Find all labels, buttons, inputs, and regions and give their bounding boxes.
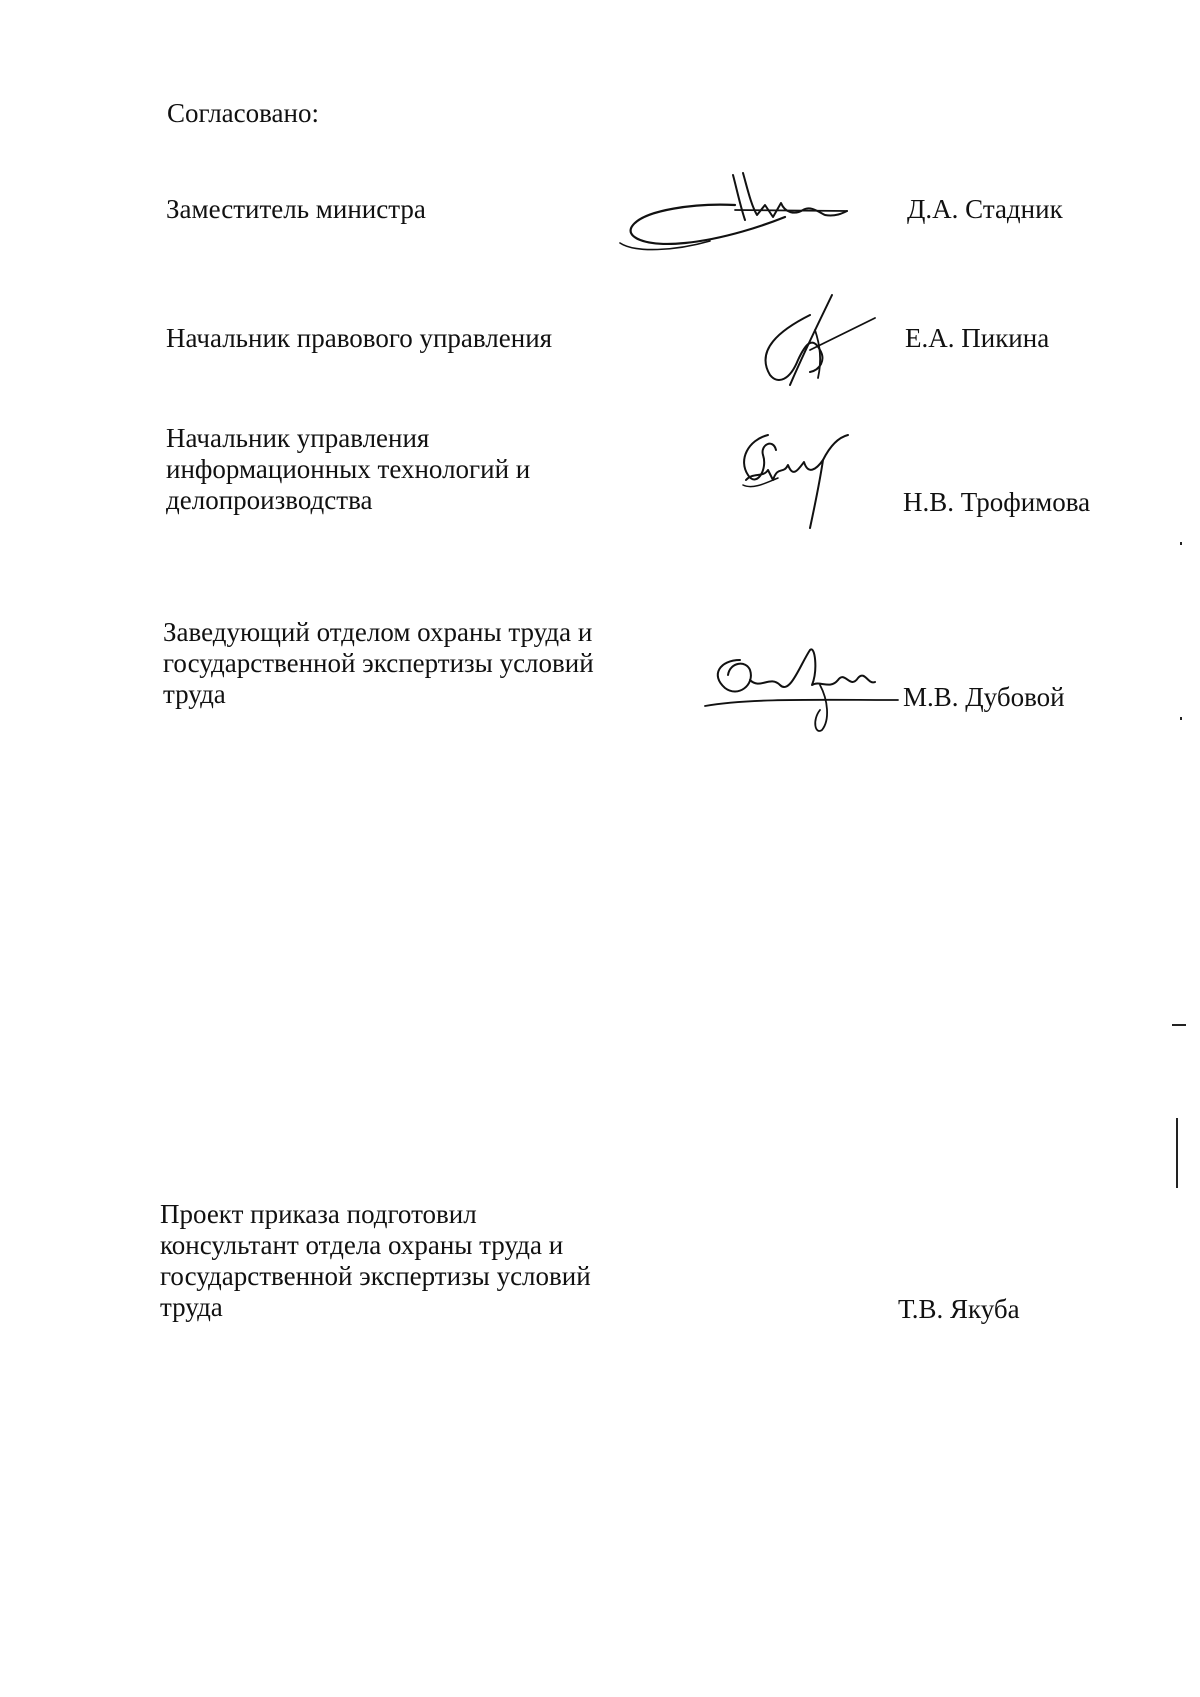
- approver-name-stadnik: Д.А. Стадник: [907, 194, 1063, 224]
- scan-artifact: [1180, 542, 1182, 545]
- prepared-by-name: Т.В. Якуба: [898, 1294, 1020, 1324]
- signature-dubovoy-icon: [700, 640, 900, 735]
- approver-position-deputy-minister: Заместитель министра: [166, 194, 426, 224]
- prepared-by-text: Проект приказа подготовил консультант отдела охраны труда и государственной экспертизы условий труда: [160, 1199, 591, 1322]
- signature-stadnik-icon: [615, 165, 860, 260]
- approval-heading: Согласовано:: [167, 98, 319, 128]
- approver-position-legal-head: Начальник правового управления: [166, 323, 553, 353]
- approver-position-labor-safety-head: Заведующий отделом охраны труда и государственной экспертизы условий труда: [163, 617, 594, 709]
- approver-name-pikina: Е.А. Пикина: [905, 323, 1050, 353]
- scan-artifact: [1172, 1024, 1186, 1026]
- approver-position-it-head: Начальник управления информационных технологий и делопроизводства: [166, 423, 531, 515]
- approver-name-trofimova: Н.В. Трофимова: [903, 487, 1091, 517]
- signature-pikina-icon: [750, 290, 880, 390]
- signature-trofimova-icon: [738, 430, 858, 530]
- scan-artifact: [1180, 717, 1182, 720]
- scan-artifact: [1176, 1118, 1178, 1188]
- approver-name-dubovoy: М.В. Дубовой: [903, 682, 1065, 712]
